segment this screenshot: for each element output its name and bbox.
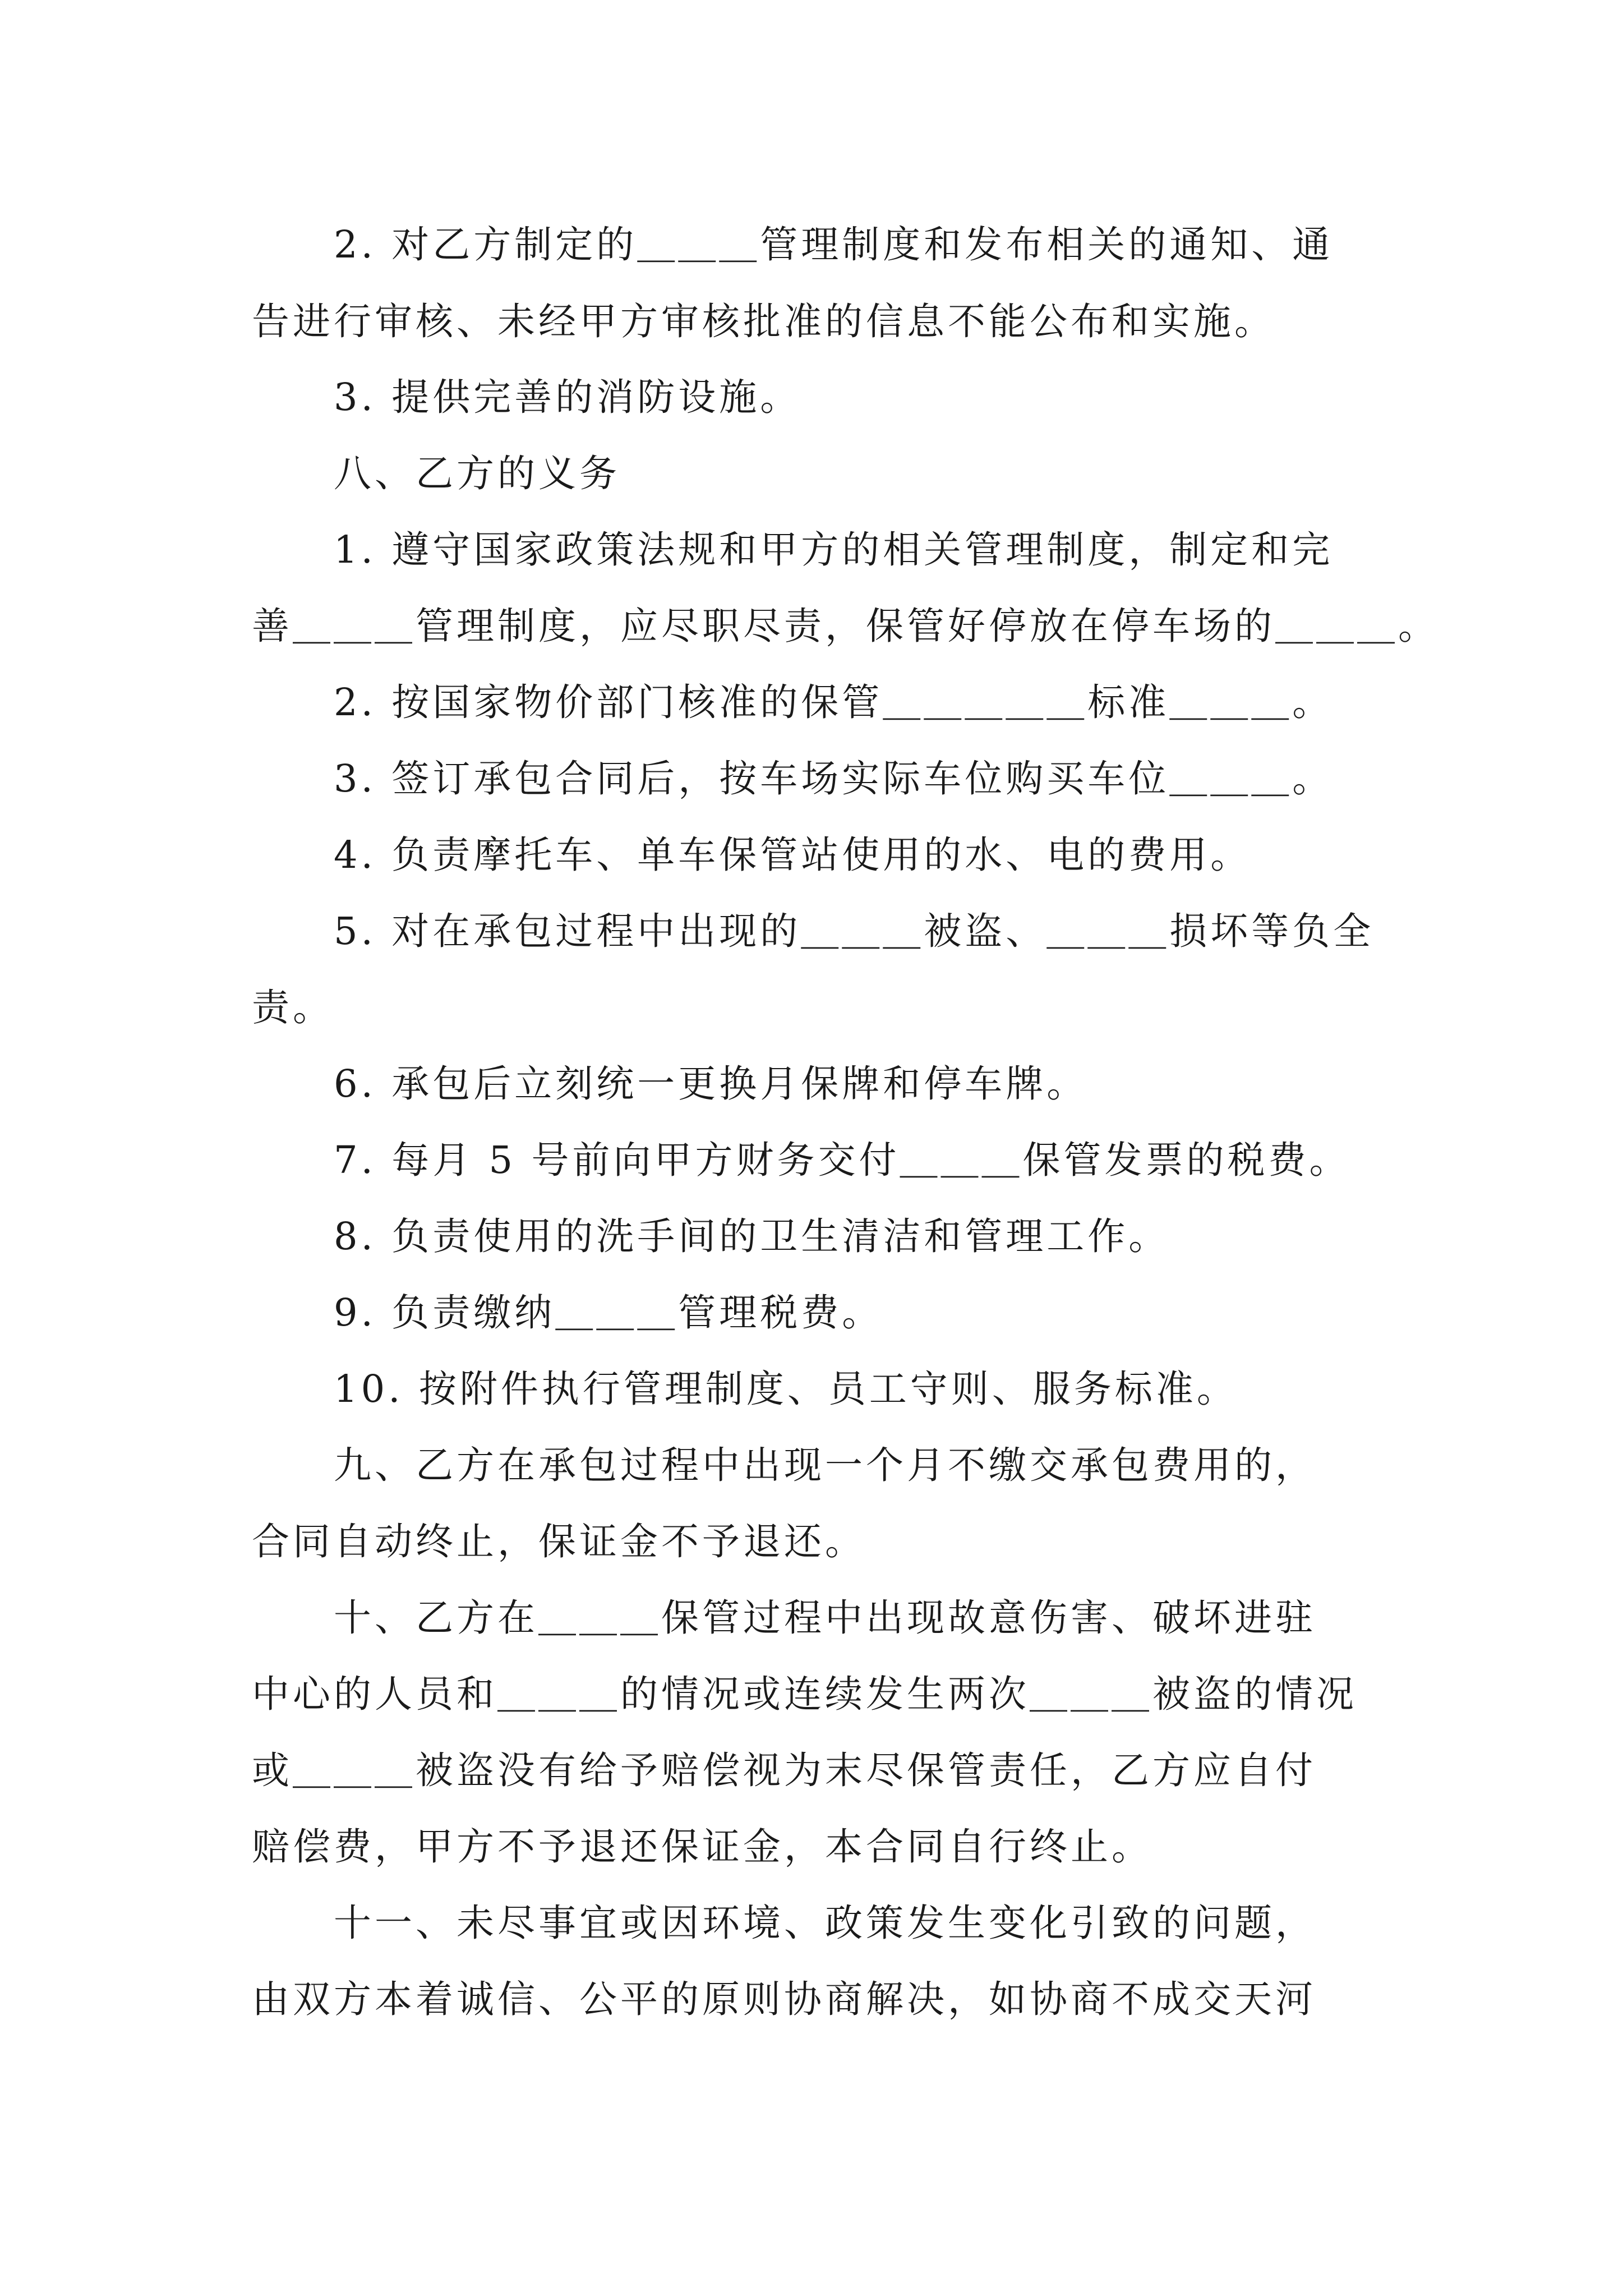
text-line: 3. 提供完善的消防设施。 xyxy=(252,375,801,419)
text-line: 善＿＿＿管理制度，应尽职尽责，保管好停放在停车场的＿＿＿。 xyxy=(252,604,1439,648)
text-line: 3. 签订承包合同后，按车场实际车位购买车位＿＿＿。 xyxy=(252,757,1334,800)
text-line: 6. 承包后立刻统一更换月保牌和停车牌。 xyxy=(252,1062,1088,1106)
text-line: 5. 对在承包过程中出现的＿＿＿被盗、＿＿＿损坏等负全 xyxy=(252,909,1375,953)
text-line: 合同自动终止，保证金不予退还。 xyxy=(252,1520,866,1563)
text-line: 9. 负责缴纳＿＿＿管理税费。 xyxy=(252,1291,883,1335)
text-line: 2. 按国家物价部门核准的保管＿＿＿＿＿标准＿＿＿。 xyxy=(252,680,1334,724)
text-line: 4. 负责摩托车、单车保管站使用的水、电的费用。 xyxy=(252,833,1252,877)
text-line: 十一、未尽事宜或因环境、政策发生变化引致的问题， xyxy=(252,1901,1316,1945)
text-line: 告进行审核、未经甲方审核批准的信息不能公布和实施。 xyxy=(252,300,1275,343)
text-line: 10. 按附件执行管理制度、员工守则、服务标准。 xyxy=(252,1367,1238,1411)
text-line: 九、乙方在承包过程中出现一个月不缴交承包费用的， xyxy=(252,1443,1316,1487)
text-line: 或＿＿＿被盗没有给予赔偿视为末尽保管责任，乙方应自付 xyxy=(252,1749,1316,1792)
text-line: 赔偿费，甲方不予退还保证金，本合同自行终止。 xyxy=(252,1825,1152,1869)
text-line: 7. 每月 5 号前向甲方财务交付＿＿＿保管发票的税费。 xyxy=(252,1138,1350,1182)
text-line: 十、乙方在＿＿＿保管过程中出现故意伤害、破坏进驻 xyxy=(252,1596,1316,1640)
text-line: 由双方本着诚信、公平的原则协商解决，如协商不成交天河 xyxy=(252,1977,1316,2021)
text-line: 8. 负责使用的洗手间的卫生清洁和管理工作。 xyxy=(252,1214,1170,1258)
section-heading: 八、乙方的义务 xyxy=(252,452,620,495)
text-line: 责。 xyxy=(252,986,334,1029)
text-line: 2. 对乙方制定的＿＿＿管理制度和发布相关的通知、通 xyxy=(252,223,1334,266)
text-line: 中心的人员和＿＿＿的情况或连续发生两次＿＿＿被盗的情况 xyxy=(252,1672,1357,1716)
text-line: 1. 遵守国家政策法规和甲方的相关管理制度，制定和完 xyxy=(252,528,1334,572)
